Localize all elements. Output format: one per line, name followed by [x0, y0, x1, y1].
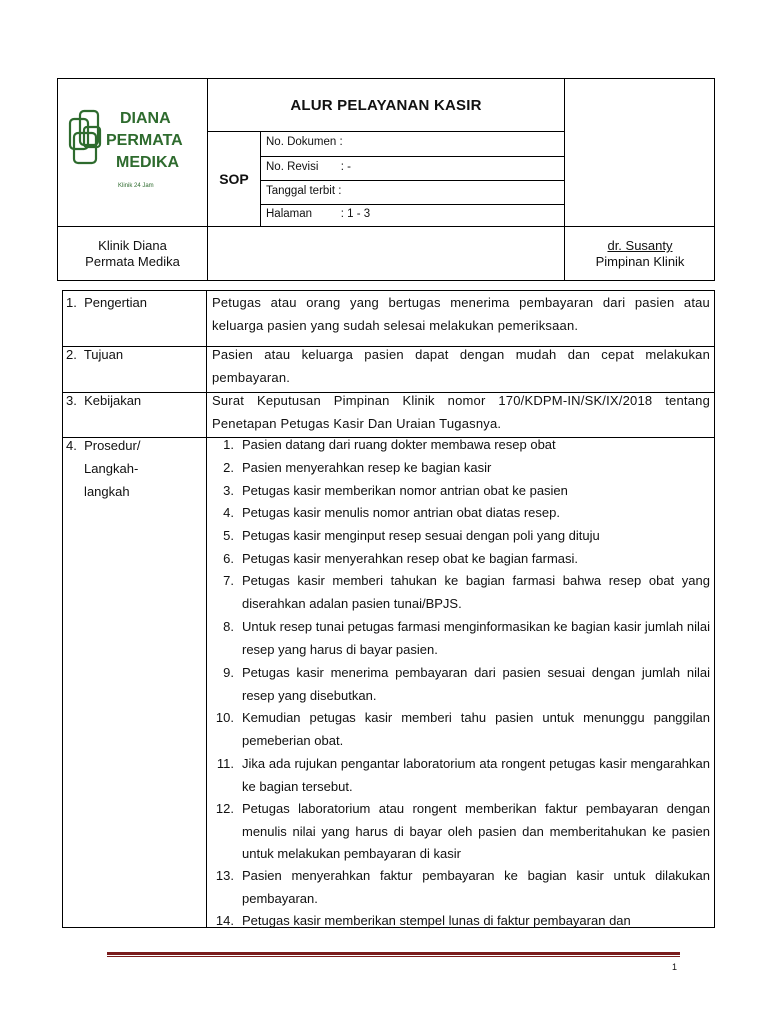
clinic-logo: [64, 103, 200, 203]
sop-label: SOP: [219, 170, 249, 187]
document-title: ALUR PELAYANAN KASIR: [290, 96, 482, 114]
signer-title: Pimpinan Klinik: [595, 254, 685, 269]
page-number: 1: [672, 962, 678, 972]
logo-line1: DIANA: [120, 110, 171, 127]
divider: [260, 131, 261, 226]
divider: [261, 180, 564, 181]
clinic-name-line1: Klinik Diana: [98, 238, 167, 253]
sop-content-table: 1. Pengertian Petugas atau orang yang bertugas menerima pembayaran dari pasien atau keluarga pasien yang sudah selesai melakukan pemeriksaan. 2. Tujuan Pasien atau keluarga pasien dapat dengan mudah dan cepat melakukan pembayaran. 3. Kebijakan Surat Keputusan Pimpinan Klinik nomor 170/KDPM-IN/SK/IX/2018 tentang Penetapan Petugas Kasir Dan Uraian Tugasnya. 4. Prosedur/ Langkah- langkah 1. Pasien datang dari ruang dokter membawa resep obat 2. Pasien menyerahkan resep ke bagian kasir 3. Petugas kasir memberikan nomor antrian obat ke pasien 4. Petugas kasir menulis nomor antrian obat diatas resep. 5. Petugas kasir menginput resep sesuai dengan poli yang dituju 6. Petugas kasir menyerahkan resep obat ke bagian farmasi. 7. Petugas kasir memberi tahukan ke bagian farmasi bahwa resep obat yang diserahkan adalan pasien tunai/BPJS. 8. Untuk resep tunai petugas farmasi menginformasikan ke bagian kasir jumlah nilai resep yang harus di bayar pasien. 9. Petugas kasir menerima pembayaran dari pasien sesuai dengan jumlah nilai resep yang disebutkan. 10. Kemudian petugas kasir memberi tahu pasien untuk menunggu panggilan pemeberian obat. 11. Jika ada rujukan pengantar laboratorium ata rongent petugas kasir mengarahkan ke bagian tersebut. 12. Petugas laboratorium atau rongent memberikan faktur pembayaran dengan menulis nilai yang harus di bayar oleh pasien dan memberitahukan ke pasien untuk melakukan pembayaran di kasir 13. Pasien menyerahkan faktur pembayaran ke bagian kasir untuk dilakukan pembayaran. 14. Petugas kasir memberikan stempel lunas di faktur pembayaran dan: [62, 290, 715, 928]
section-label-pengertian: 1. Pengertian: [66, 295, 147, 310]
logo-line3: MEDIKA: [116, 154, 180, 171]
section-label-kebijakan: 3. Kebijakan: [66, 393, 142, 408]
sop-header-table: DIANA PERMATA MEDIKA Klinik 24 Jam ALUR PELAYANAN KASIR SOP No. Dokumen : No. Revisi : - Tanggal terbit : Halaman : 1 - 3 Klinik Diana Permata Medika dr. Susanty Pimpinan Klinik: [57, 78, 715, 281]
logo-tagline: Klinik 24 Jam: [118, 183, 154, 189]
footer-rule: [107, 952, 680, 955]
section-label-prosedur-1: 4. Prosedur/: [66, 438, 141, 453]
clinic-name-line2: Permata Medika: [85, 254, 180, 269]
signer: [565, 227, 715, 281]
footer-rule-thin: [107, 956, 680, 957]
section-label-prosedur-3: langkah: [66, 484, 130, 499]
divider: [208, 131, 564, 132]
logo-line2: PERMATA: [106, 132, 183, 149]
divider: [261, 156, 564, 157]
section-text-kebijakan: Surat Keputusan Pimpinan Klinik nomor 170/KDPM-IN/SK/IX/2018 tentang Penetapan Petugas Kasir Dan Uraian Tugasnya.: [212, 393, 710, 431]
section-text-tujuan: Pasien atau keluarga pasien dapat dengan mudah dan cepat melakukan pembayaran.: [212, 347, 710, 385]
divider: [206, 291, 207, 927]
signer-name: dr. Susanty: [607, 238, 673, 253]
section-text-pengertian: Petugas atau orang yang bertugas menerima pembayaran dari pasien atau keluarga pasien yang sudah selesai melakukan pemeriksaan.: [212, 295, 710, 333]
clinic-name: [58, 227, 207, 281]
divider: [261, 204, 564, 205]
section-label-tujuan: 2. Tujuan: [66, 347, 124, 362]
section-label-prosedur-2: Langkah-: [66, 461, 139, 476]
